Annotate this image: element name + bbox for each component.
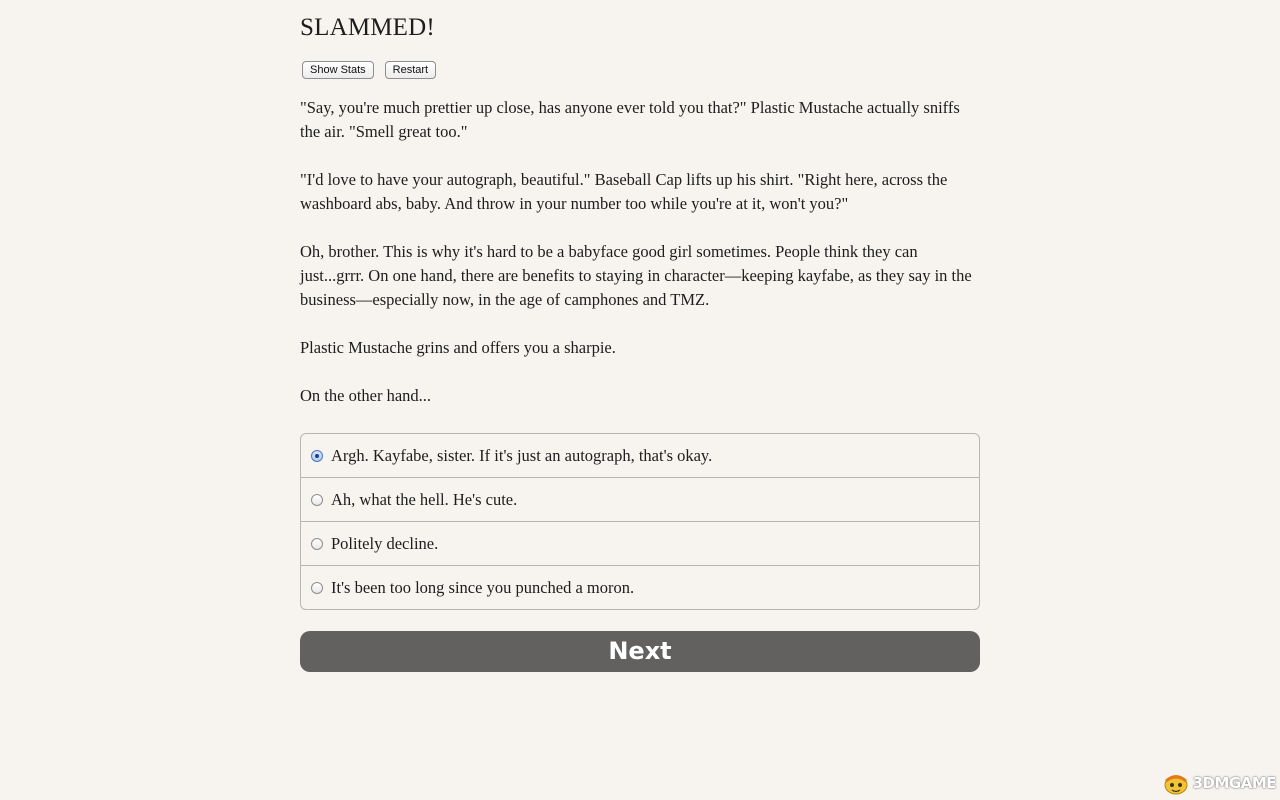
passage-paragraph: On the other hand... [300, 386, 432, 405]
game-title: SLAMMED! [300, 14, 435, 41]
next-button[interactable]: Next [300, 631, 980, 672]
choice-label: Ah, what the hell. He's cute. [331, 489, 518, 509]
choice-label: Argh. Kayfabe, sister. If it's just an autograph, that's okay. [331, 445, 713, 465]
watermark [1161, 770, 1276, 796]
choice-label: Politely decline. [331, 533, 439, 553]
restart-button[interactable]: Restart [385, 61, 436, 79]
choice-option-kayfabe[interactable] [301, 434, 979, 477]
radio-button[interactable] [311, 582, 323, 594]
radio-button[interactable] [311, 538, 323, 550]
choice-option-cute[interactable] [301, 477, 979, 521]
choice-option-punch[interactable] [301, 565, 979, 609]
watermark-mascot-icon [1161, 770, 1191, 796]
passage-paragraph: Oh, brother. This is why it's hard to be a babyface good girl sometimes. People think they can just...grrr. On one hand, there are benefits to staying in character—keeping kayfabe, as they say in the business—especially now, in the age of camphones and TMZ. [300, 242, 972, 309]
radio-button[interactable] [311, 494, 323, 506]
passage-paragraph: "I'd love to have your autograph, beautiful." Baseball Cap lifts up his shirt. "Right here, across the washboard abs, baby. And throw in your number too while you're at it, won't you?" [300, 170, 948, 213]
choice-option-decline[interactable] [301, 521, 979, 565]
radio-button-selected[interactable] [311, 450, 323, 462]
toolbar [302, 61, 436, 79]
show-stats-button[interactable]: Show Stats [302, 61, 374, 79]
passage-paragraph: Plastic Mustache grins and offers you a sharpie. [300, 338, 616, 357]
choice-list [300, 433, 980, 610]
watermark-text: 3DMGAME [1192, 774, 1276, 792]
passage-paragraph: "Say, you're much prettier up close, has anyone ever told you that?" Plastic Mustache actually sniffs the air. "Smell great too." [300, 98, 960, 141]
story-passage [300, 96, 980, 432]
choice-label: It's been too long since you punched a moron. [331, 577, 635, 597]
